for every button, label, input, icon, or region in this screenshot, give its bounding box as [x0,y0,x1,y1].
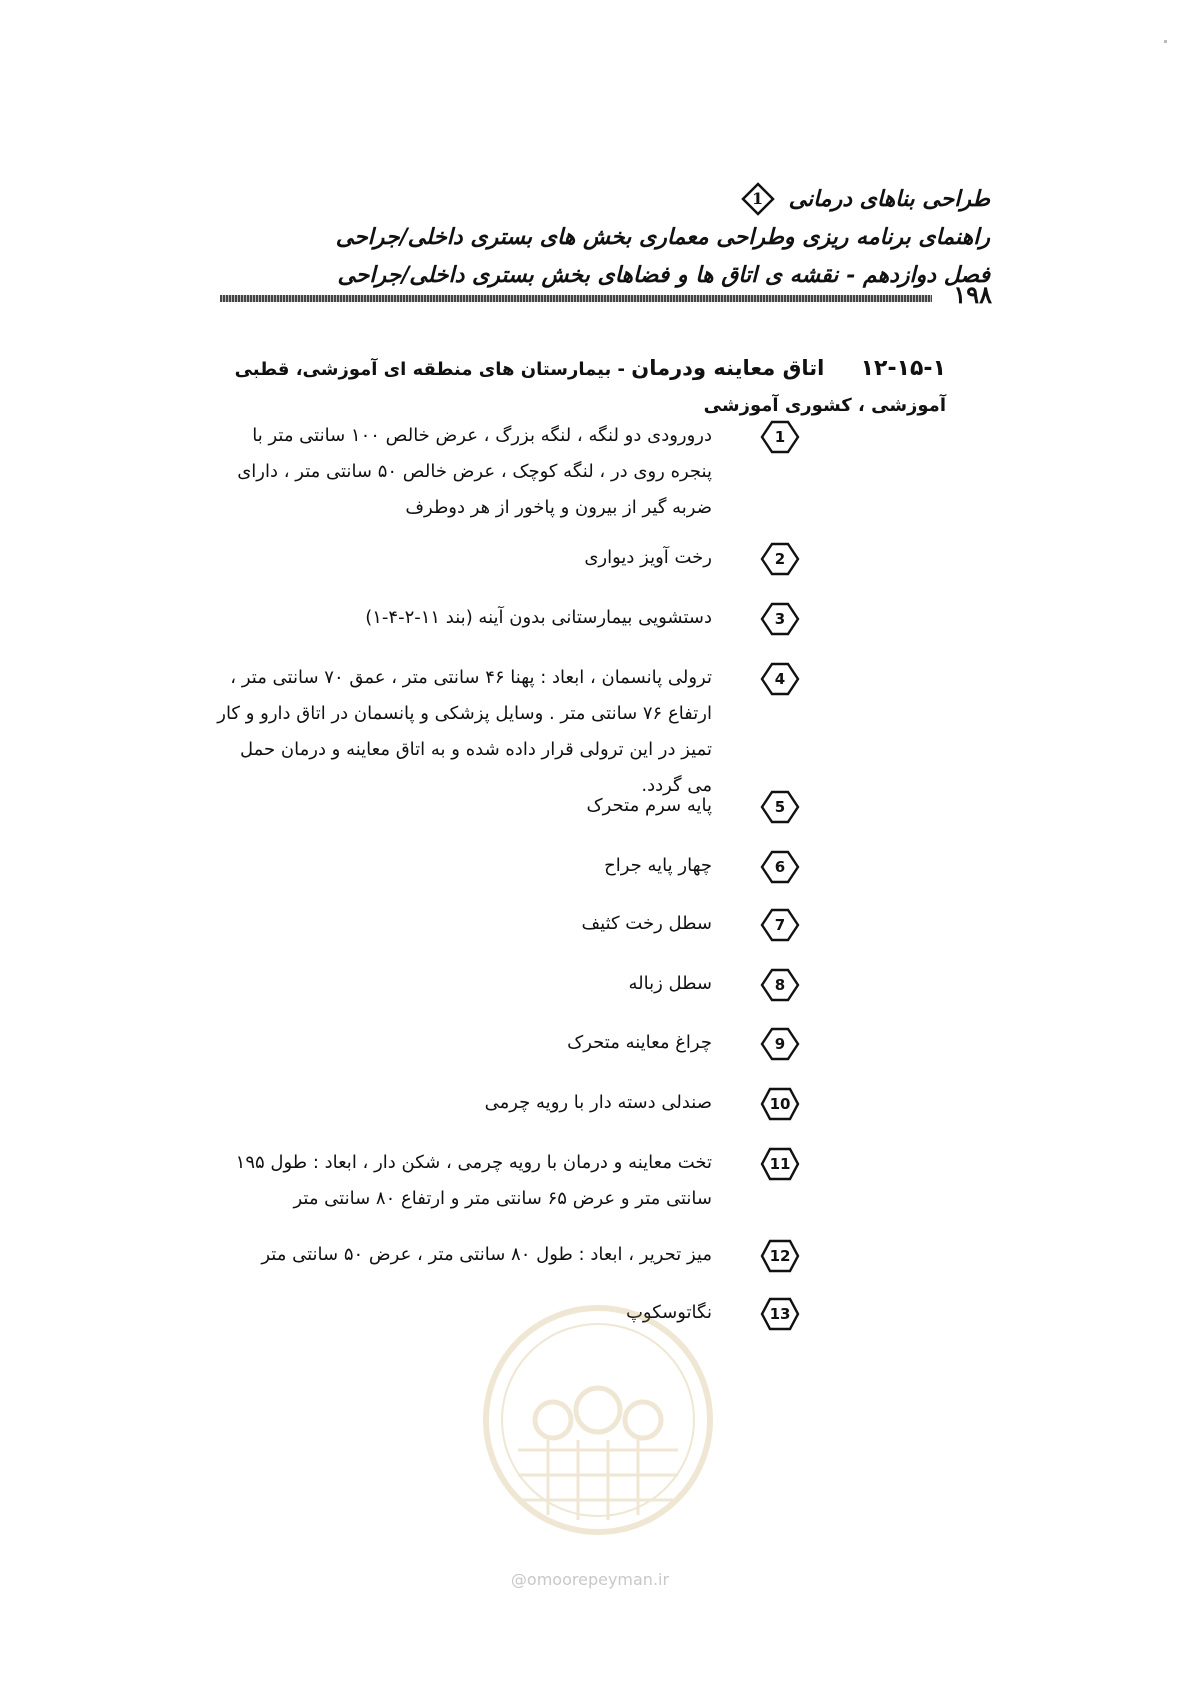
item-description: ترولی پانسمان ، ابعاد : پهنا ۴۶ سانتی متر ، عمق ۷۰ سانتی متر ، ارتفاع ۷۶ سانتی متر . وسایل پزشکی و پانسمان در اتاق دارو و کار تمیز در این ترولی قرار داده شده و به اتاق معاینه و درمان حمل می گردد. [217,667,712,796]
item-number: 4 [774,670,786,688]
item-badge-icon [760,1087,800,1121]
volume-diamond-icon [741,182,775,216]
item-description: پایه سرم متحرک [586,795,712,816]
item-description: صندلی دسته دار با رویه چرمی [484,1092,712,1113]
item-number: 6 [774,858,786,876]
item-description: نگاتوسکوپ [625,1302,712,1323]
item-description: تخت معاینه و درمان با رویه چرمی ، شکن دار ، ابعاد : طول ۱۹۵ سانتی متر و عرض ۶۵ سانتی متر و ارتفاع ۸۰ سانتی متر [235,1152,712,1209]
item-description: چهار پایه جراح [604,855,712,876]
item-badge-icon [760,602,800,636]
book-title: طراحی بناهای درمانی [788,186,990,212]
item-description: سطل رخت کثیف [581,913,712,934]
item-number: 9 [774,1035,786,1053]
item-number: 3 [774,610,786,628]
chapter-title: فصل دوازدهم - نقشه ی اتاق ها و فضاهای بخش بستری داخلی/جراحی [337,262,990,288]
item-number: 12 [769,1247,791,1265]
item-number: 2 [774,550,786,568]
volume-number: 1 [752,189,764,208]
scan-dot [1164,40,1167,43]
watermark-url: @omoorepeyman.ir [510,1570,670,1589]
item-badge-icon [760,908,800,942]
item-number: 13 [769,1305,791,1323]
item-number: 5 [774,798,786,816]
item-description: درورودی دو لنگه ، لنگه بزرگ ، عرض خالص ۱۰۰ سانتی متر با پنجره روی در ، لنگه کوچک ، عرض خالص ۵۰ سانتی متر ، دارای ضربه گیر از بیرون و پاخور از هر دوطرف [237,425,712,518]
item-badge-icon [760,968,800,1002]
item-badge-icon [760,1297,800,1331]
section-title: اتاق معاینه ودرمان [631,356,825,380]
header-title-row [220,180,990,218]
item-number: 10 [769,1095,791,1113]
item-number: 11 [769,1155,791,1173]
item-description: چراغ معاینه متحرک [567,1032,712,1053]
header-divider [220,295,932,302]
item-badge-icon [760,1027,800,1061]
item-number: 7 [774,916,786,934]
header-rule [220,280,992,309]
item-description: دستشویی بیمارستانی بدون آینه (بند ۱۱-۲-۴-۱) [365,607,712,628]
item-badge-icon [760,542,800,576]
section-heading [178,350,946,424]
section-number: ۱۲-۱۵-۱ [860,356,946,381]
item-number: 1 [774,428,786,446]
item-number: 8 [774,976,786,994]
guide-title: راهنمای برنامه ریزی وطراحی معماری بخش های بستری داخلی/جراحی [335,224,990,250]
running-header [220,180,990,294]
item-badge-icon [760,420,800,454]
item-badge-icon [760,790,800,824]
item-badge-icon [760,1239,800,1273]
item-badge-icon [760,850,800,884]
watermark-seal [478,1300,718,1540]
item-description: رخت آویز دیواری [584,547,712,568]
item-badge-icon [760,662,800,696]
section-subtitle: - بیمارستان های منطقه ای آموزشی، قطبی آموزشی ، کشوری آموزشی [234,359,946,416]
page-number: ۱۹۸ [953,280,992,309]
item-badge-icon [760,1147,800,1181]
item-description: سطل زباله [628,973,712,994]
item-description: میز تحریر ، ابعاد : طول ۸۰ سانتی متر ، عرض ۵۰ سانتی متر [261,1244,712,1265]
